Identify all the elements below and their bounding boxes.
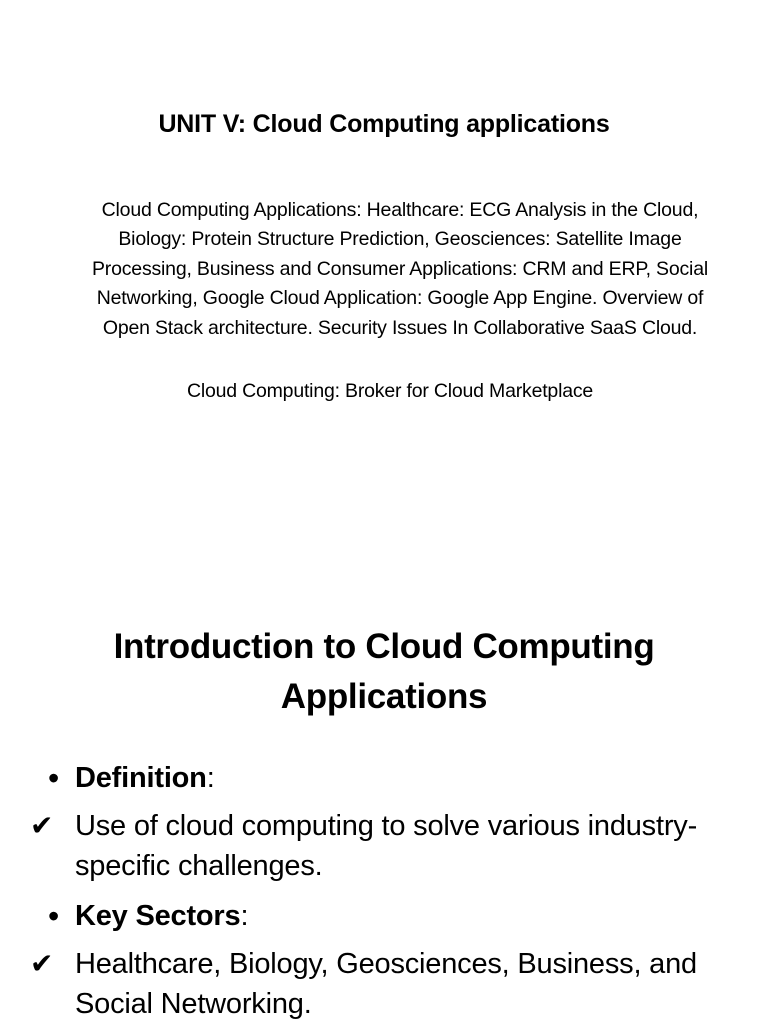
slide-title: Introduction to Cloud Computing Applications [113,627,655,716]
syllabus-paragraph: Cloud Computing Applications: Healthcare: ECG Analysis in the Cloud, Biology: Protein Structure Prediction, Geosciences: Satellite Image Processing, Business and Consumer Applications: CRM and ERP, Social Networking, Google Cloud Application: Google App Engine. Overview of Open Stack architecture. Security Issues In Collaborative SaaS Cloud. [92,199,708,339]
checkmark-icon: ✔ [30,947,54,980]
detail-text: Use of cloud computing to solve various industry-specific challenges. [75,810,698,882]
bullet-term: Key Sectors [75,900,241,932]
bullet-definition [0,758,768,806]
bullet-dot-icon: • [48,760,60,796]
bullet-term-suffix: : [206,762,215,794]
bullet-term: Definition [75,762,207,794]
bullet-key-sectors [0,896,768,944]
key-sectors-detail [0,944,768,1024]
detail-text: Healthcare, Biology, Geosciences, Business, and Social Networking. [75,948,697,1020]
definition-detail [0,806,768,886]
bullet-dot-icon: • [48,898,60,934]
unit-title: UNIT V: Cloud Computing applications [158,110,610,138]
checkmark-icon: ✔ [30,809,54,842]
slide-introduction [0,560,768,1024]
bullet-list [0,758,768,1034]
bullet-term-suffix: : [240,900,249,932]
syllabus-extra-line: Cloud Computing: Broker for Cloud Marketplace [186,380,594,402]
